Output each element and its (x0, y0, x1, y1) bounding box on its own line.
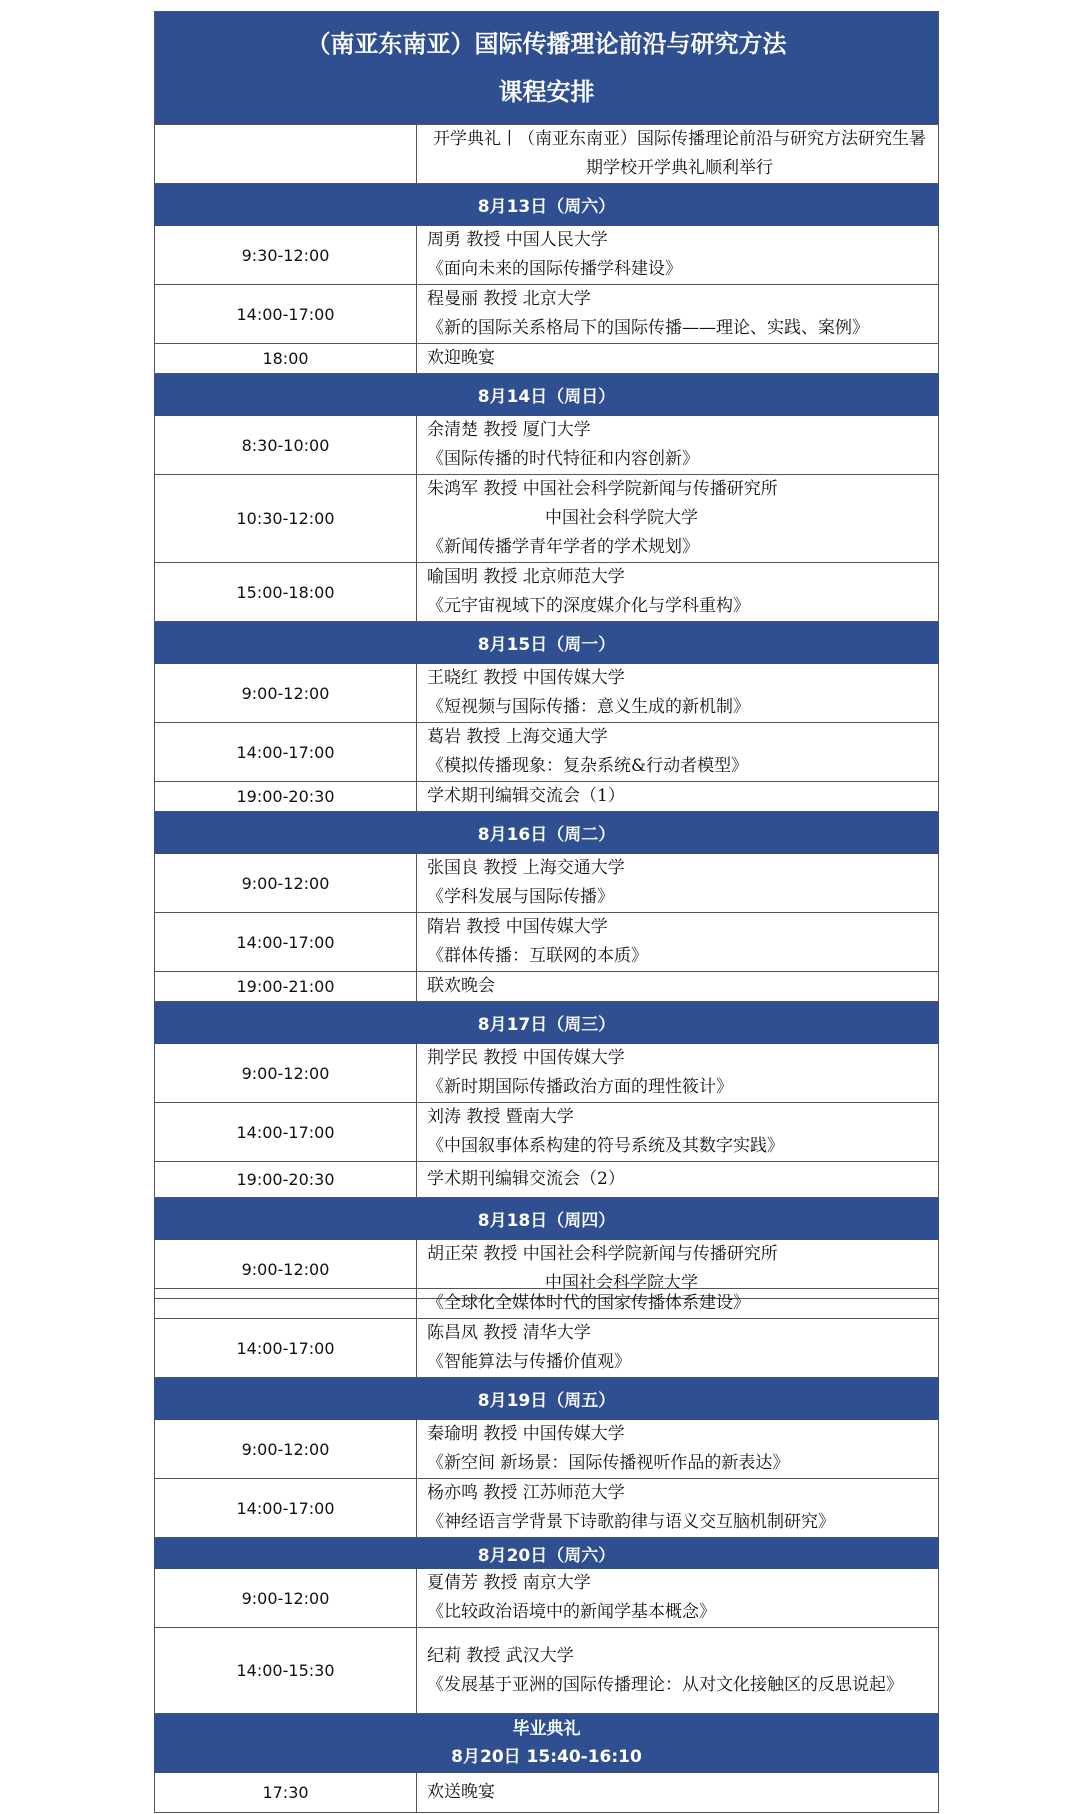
session-row-continued (155, 1289, 939, 1319)
speaker: 程曼丽 教授 北京大学 (427, 289, 591, 309)
speaker: 荆学民 教授 中国传媒大学 (427, 1048, 625, 1068)
session-time: 19:00-20:30 (155, 782, 417, 812)
session-cell (417, 475, 939, 563)
speaker: 周勇 教授 中国人民大学 (427, 230, 608, 250)
topic: 《学科发展与国际传播》 (427, 887, 614, 907)
session-time: 19:00-21:00 (155, 972, 417, 1002)
day-date: 8月19日（周五） (155, 1378, 939, 1420)
speaker: 陈昌凤 教授 清华大学 (427, 1323, 591, 1343)
speaker: 隋岩 教授 中国传媒大学 (427, 917, 608, 937)
farewell-time: 17:30 (155, 1773, 417, 1813)
topic: 《新时期国际传播政治方面的理性筱计》 (427, 1077, 733, 1097)
graduation-title: 毕业典礼 (512, 1719, 581, 1739)
session-cell (417, 285, 939, 344)
schedule-table-part2 (154, 1288, 939, 1813)
session-time: 8:30-10:00 (155, 416, 417, 475)
session-cell (417, 563, 939, 622)
day-header (155, 1198, 939, 1240)
speaker-affiliation: 中国社会科学院大学 (545, 508, 698, 528)
title-row (155, 12, 939, 125)
speaker: 胡正荣 教授 中国社会科学院新闻与传播研究所 (427, 1244, 778, 1264)
session-row (155, 416, 939, 475)
speaker: 余清楚 教授 厦门大学 (427, 420, 591, 440)
session-time: 9:00-12:00 (155, 854, 417, 913)
session-cell (417, 1103, 939, 1162)
day-date: 8月13日（周六） (155, 184, 939, 226)
event-label: 联欢晚会 (417, 972, 939, 1002)
page-subtitle: 课程安排 (498, 78, 595, 106)
session-time: 14:00-17:00 (155, 285, 417, 344)
topic: 《模拟传播现象：复杂系统&行动者模型》 (427, 756, 749, 776)
topic: 《新空间 新场景：国际传播视听作品的新表达》 (427, 1453, 790, 1473)
title-cell (155, 12, 939, 125)
event-label: 学术期刊编辑交流会（1） (417, 782, 939, 812)
speaker: 王晓红 教授 中国传媒大学 (427, 668, 625, 688)
topic: 《比较政治语境中的新闻学基本概念》 (427, 1602, 716, 1622)
session-time: 9:00-12:00 (155, 664, 417, 723)
session-cell (417, 913, 939, 972)
speaker-affiliation: 中国社会科学院大学 (545, 1273, 698, 1293)
session-row (155, 1420, 939, 1479)
session-row (155, 854, 939, 913)
day-header (155, 1538, 939, 1569)
day-date: 8月14日（周日） (155, 374, 939, 416)
session-time: 9:30-12:00 (155, 226, 417, 285)
topic: 《群体传播：互联网的本质》 (427, 946, 648, 966)
schedule-table-part1 (154, 11, 939, 1299)
session-time: 9:00-12:00 (155, 1569, 417, 1628)
session-row (155, 475, 939, 563)
day-date: 8月16日（周二） (155, 812, 939, 854)
session-row (155, 1103, 939, 1162)
session-row (155, 285, 939, 344)
speaker: 秦瑜明 教授 中国传媒大学 (427, 1424, 625, 1444)
session-row (155, 972, 939, 1002)
session-row (155, 1044, 939, 1103)
session-row (155, 563, 939, 622)
session-cell (417, 1628, 939, 1714)
session-cell (417, 664, 939, 723)
speaker: 杨亦鸣 教授 江苏师范大学 (427, 1483, 625, 1503)
session-cell (417, 416, 939, 475)
empty-cell (155, 1289, 417, 1319)
speaker: 夏倩芳 教授 南京大学 (427, 1573, 591, 1593)
session-row (155, 723, 939, 782)
session-time: 15:00-18:00 (155, 563, 417, 622)
speaker: 刘涛 教授 暨南大学 (427, 1107, 574, 1127)
day-date: 8月15日（周一） (155, 622, 939, 664)
day-header (155, 1378, 939, 1420)
day-date: 8月20日（周六） (155, 1538, 939, 1569)
session-time: 18:00 (155, 344, 417, 374)
session-cell (417, 1569, 939, 1628)
speaker: 朱鸿军 教授 中国社会科学院新闻与传播研究所 (427, 479, 778, 499)
event-label: 学术期刊编辑交流会（2） (417, 1162, 939, 1198)
opening-text: 开学典礼丨（南亚东南亚）国际传播理论前沿与研究方法研究生暑期学校开学典礼顺利举行 (417, 125, 939, 184)
session-row (155, 1628, 939, 1714)
event-label: 欢迎晚宴 (417, 344, 939, 374)
day-date: 8月17日（周三） (155, 1002, 939, 1044)
session-cell (417, 1479, 939, 1538)
page-title: （南亚东南亚）国际传播理论前沿与研究方法 (306, 30, 787, 58)
session-row (155, 913, 939, 972)
session-time: 14:00-17:00 (155, 1319, 417, 1378)
topic: 《全球化全媒体时代的国家传播体系建设》 (417, 1289, 939, 1319)
session-time: 14:00-17:00 (155, 913, 417, 972)
session-cell (417, 226, 939, 285)
speaker: 张国良 教授 上海交通大学 (427, 858, 625, 878)
session-time: 14:00-17:00 (155, 1103, 417, 1162)
opening-row (155, 125, 939, 184)
session-row (155, 782, 939, 812)
session-time: 9:00-12:00 (155, 1240, 417, 1299)
session-cell (417, 723, 939, 782)
session-row (155, 1569, 939, 1628)
speaker: 喻国明 教授 北京师范大学 (427, 567, 625, 587)
session-row (155, 1162, 939, 1198)
graduation-row (155, 1714, 939, 1773)
day-header (155, 812, 939, 854)
session-row (155, 226, 939, 285)
day-date: 8月18日（周四） (155, 1198, 939, 1240)
session-cell (417, 1420, 939, 1479)
empty-cell (155, 125, 417, 184)
session-row (155, 1319, 939, 1378)
day-header (155, 184, 939, 226)
topic: 《新闻传播学青年学者的学术规划》 (427, 537, 699, 557)
topic: 《发展基于亚洲的国际传播理论：从对文化接触区的反思说起》 (427, 1674, 903, 1695)
farewell-label: 欢送晚宴 (417, 1773, 939, 1813)
graduation-cell (155, 1714, 939, 1773)
speaker: 葛岩 教授 上海交通大学 (427, 727, 608, 747)
session-time: 14:00-15:30 (155, 1628, 417, 1714)
topic: 《短视频与国际传播：意义生成的新机制》 (427, 697, 750, 717)
session-time: 14:00-17:00 (155, 723, 417, 782)
topic: 《智能算法与传播价值观》 (427, 1352, 631, 1372)
topic: 《中国叙事体系构建的符号系统及其数字实践》 (427, 1136, 784, 1156)
session-cell (417, 1319, 939, 1378)
graduation-time: 8月20日 15:40-16:10 (451, 1747, 642, 1767)
session-row (155, 664, 939, 723)
session-row (155, 1773, 939, 1813)
speaker: 纪莉 教授 武汉大学 (427, 1645, 574, 1666)
topic: 《元宇宙视域下的深度媒介化与学科重构》 (427, 596, 750, 616)
session-row (155, 1479, 939, 1538)
session-cell (417, 1044, 939, 1103)
session-time: 9:00-12:00 (155, 1420, 417, 1479)
topic: 《神经语言学背景下诗歌韵律与语义交互脑机制研究》 (427, 1512, 835, 1532)
session-cell (417, 854, 939, 913)
session-row (155, 344, 939, 374)
topic: 《面向未来的国际传播学科建设》 (427, 259, 682, 279)
session-time: 14:00-17:00 (155, 1479, 417, 1538)
topic: 《新的国际关系格局下的国际传播——理论、实践、案例》 (427, 318, 869, 338)
session-time: 10:30-12:00 (155, 475, 417, 563)
topic: 《国际传播的时代特征和内容创新》 (427, 449, 699, 469)
day-header (155, 1002, 939, 1044)
session-time: 19:00-20:30 (155, 1162, 417, 1198)
session-time: 9:00-12:00 (155, 1044, 417, 1103)
day-header (155, 374, 939, 416)
day-header (155, 622, 939, 664)
